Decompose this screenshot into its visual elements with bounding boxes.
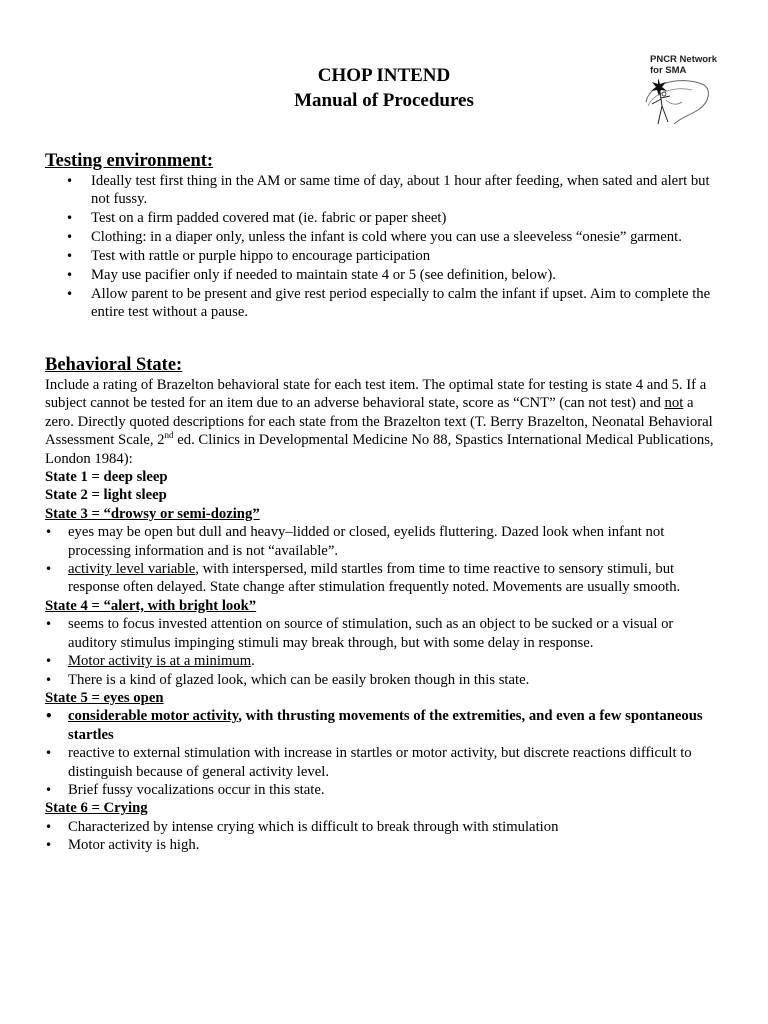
s3-underlined-text: activity level variable [68,561,196,578]
state-5-label: State 5 = eyes open [45,689,164,706]
s3-rest-text: , with interspersed, mild startles from time to time reactive to sensory stimuli, but response often delayed. State change after stimulation frequently noted. Movements are usually smooth. [68,561,681,596]
list-item: • reactive to external stimulation with increase in startles or motor activity, but discrete reactions difficult to distinguish because of general activity level. [45,744,725,781]
behavioral-state-section [45,376,725,855]
s5-rest-text: , with thrusting movements of the extremities, and even a few spontaneous startles [68,708,703,743]
state-2-label: State 2 = light sleep [45,487,167,504]
state-4-label: State 4 = “alert, with bright look” [45,597,257,614]
list-item: • There is a kind of glazed look, which can be easily broken though in this state. [45,671,725,689]
list-item [45,560,725,597]
behavioral-intro [45,376,725,468]
state-1-label: State 1 = deep sleep [45,469,168,486]
logo-line-2: for SMA [650,65,687,76]
list-item: • Clothing: in a diaper only, unless the infant is cold where you can use a sleeveless “onesie” garment. [66,228,726,246]
behavioral-state-heading: Behavioral State: [45,355,183,375]
list-item: • Brief fussy vocalizations occur in this state. [45,781,725,799]
s4-rest-text: . [251,653,255,670]
list-item: • Motor activity is high. [45,836,725,854]
intro-text-a: Include a rating of Brazelton behavioral state for each test item. The optimal state for testing is state 4 and 5. If a subject cannot be tested for an item due to an adverse behavioral state, score as “CNT” (can not test) and [45,377,707,412]
list-item: • seems to focus invested attention on source of stimulation, such as an object to be sucked or a visual or auditory stimulus impinging stimuli may break through, but with some delay in response. [45,615,725,652]
s4-underlined-text: Motor activity is at a minimum [68,653,252,670]
state-3-list [45,523,725,597]
intro-text-b: a zero. Directly quoted descriptions for each state from the Brazelton text (T. Berry Brazelton, Neonatal Behavioral Assessment Scale, 2 [45,395,713,449]
testing-environment-heading: Testing environment: [45,151,214,171]
state-6-list [45,818,725,855]
document-subtitle: Manual of Procedures [294,90,474,111]
list-item: • Test on a firm padded covered mat (ie. fabric or paper sheet) [66,209,726,227]
testing-environment-list [66,172,726,322]
list-item [45,652,725,670]
list-item: • May use pacifier only if needed to maintain state 4 or 5 (see definition, below). [66,266,726,284]
state-6-label: State 6 = Crying [45,800,148,817]
document-title: CHOP INTEND [317,65,451,86]
logo-line-1: PNCR Network [650,54,718,65]
list-item: • eyes may be open but dull and heavy–lidded or closed, eyelids fluttering. Dazed look when infant not processing information and is not “available”. [45,523,725,560]
intro-superscript: nd [164,430,174,441]
intro-not-emphasis: not [664,395,684,412]
state-5-list [45,707,725,799]
list-item [45,707,725,744]
list-item: • Test with rattle or purple hippo to encourage participation [66,247,726,265]
state-4-list [45,615,725,689]
list-item: • Characterized by intense crying which is difficult to break through with stimulation [45,818,725,836]
list-item: • Ideally test first thing in the AM or same time of day, about 1 hour after feeding, when sated and alert but not fussy. [66,172,726,208]
intro-text-c: ed. Clinics in Developmental Medicine No 88, Spastics International Medical Publications, London 1984): [45,432,714,467]
list-item: • Allow parent to be present and give rest period especially to calm the infant if upset. Aim to complete the entire test without a pause. [66,285,726,321]
state-3-label: State 3 = “drowsy or semi-dozing” [45,505,260,522]
s5-underlined-text: considerable motor activity [68,708,239,725]
